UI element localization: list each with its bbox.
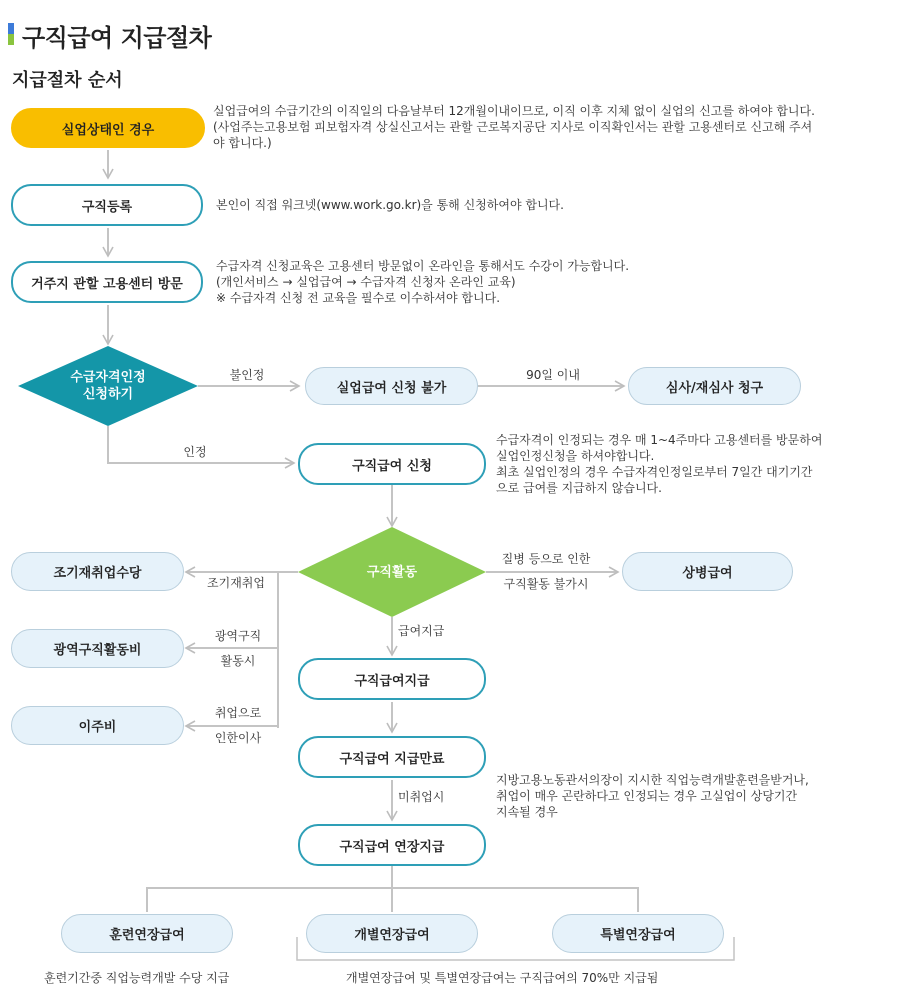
label-relocation-line1: 취업으로 xyxy=(214,706,262,720)
node-early-reemployment: 조기재취업수당 xyxy=(11,552,184,591)
node-extended-payment: 구직급여 연장지급 xyxy=(298,824,486,866)
node-unemployed: 실업상태인 경우 xyxy=(11,108,205,148)
label-within-90-days: 90일 이내 xyxy=(526,368,580,382)
desc-job-registration xyxy=(216,197,564,213)
section-subtitle: 지급절차 순서 xyxy=(12,70,123,91)
desc-unemployed-line: 실업급여의 수급기간의 이직일의 다음날부터 12개월이내이므로, 이직 이후 지체 없이 실업의 신고를 하여야 합니다. xyxy=(213,104,815,118)
eligibility-label-line1: 수급자격인정 xyxy=(70,370,146,385)
desc-benefit-end-line: 취업이 매우 곤란하다고 인정되는 경우 고실업이 상당기간 xyxy=(496,789,798,803)
label-not-employed: 미취업시 xyxy=(398,790,445,804)
desc-unemployed-line: 야 합니다.) xyxy=(213,136,272,150)
node-sickness-benefit: 상병급여 xyxy=(622,552,793,591)
desc-job-registration-line: 본인이 직접 워크넷(www.work.go.kr)을 통해 신청하여야 합니다. xyxy=(216,198,564,212)
job-search-diamond-label: 구직활동 xyxy=(366,564,418,580)
desc-unemployed-line: (사업주는고용보험 피보험자격 상실신고서는 관할 근로복지공단 지사로 이직확인서는 관할 고용센터로 신고해 주셔 xyxy=(213,120,813,134)
node-special-extension: 특별연장급여 xyxy=(552,914,724,953)
desc-benefit-end-line: 지방고용노동관서의장이 지시한 직업능력개발훈련을받거나, xyxy=(496,773,809,787)
desc-benefit-application xyxy=(496,432,822,496)
eligibility-diamond-label xyxy=(28,368,188,404)
desc-center-visit xyxy=(216,258,629,306)
desc-benefit-application-line: 최초 실업인정의 경우 수급자격인정일로부터 7일간 대기기간 xyxy=(496,465,813,479)
label-sickness-line2: 구직활동 불가시 xyxy=(503,577,589,591)
node-benefit-application: 구직급여 신청 xyxy=(298,443,486,485)
desc-benefit-application-line: 실업인정신청을 하셔야합니다. xyxy=(496,449,655,463)
label-relocation-line2: 인한이사 xyxy=(214,731,262,745)
desc-center-visit-line: (개인서비스 → 실업급여 → 수급자격 신청자 온라인 교육) xyxy=(216,275,516,289)
label-early-reemployment: 조기재취업 xyxy=(207,576,265,590)
page-title: 구직급여 지급절차 xyxy=(22,24,212,52)
node-center-visit: 거주지 관할 고용센터 방문 xyxy=(11,261,203,303)
desc-center-visit-line: ※ 수급자격 신청 전 교육을 필수로 이수하셔야 합니다. xyxy=(216,291,501,305)
desc-benefit-application-line: 수급자격이 인정되는 경우 매 1~4주마다 고용센터를 방문하여 xyxy=(496,433,823,447)
node-benefit-payment: 구직급여지급 xyxy=(298,658,486,700)
node-not-eligible: 실업급여 신청 불가 xyxy=(305,367,478,405)
node-job-registration: 구직등록 xyxy=(11,184,203,226)
label-not-recognized: 불인정 xyxy=(229,368,265,382)
desc-benefit-application-line: 으로 급여를 지급하지 않습니다. xyxy=(496,481,662,495)
desc-training-extension: 훈련기간중 직업능력개발 수당 지급 xyxy=(44,971,230,985)
label-benefit-payment: 급여지급 xyxy=(398,624,445,638)
desc-individual-special-extension: 개별연장급여 및 특별연장급여는 구직급여의 70%만 지급됨 xyxy=(346,971,659,985)
node-training-extension: 훈련연장급여 xyxy=(61,914,233,953)
node-benefit-end: 구직급여 지급만료 xyxy=(298,736,486,778)
node-individual-extension: 개별연장급여 xyxy=(306,914,478,953)
label-wide-area-line2: 활동시 xyxy=(220,654,256,668)
desc-unemployed xyxy=(213,103,815,151)
label-wide-area-line1: 광역구직 xyxy=(214,629,262,643)
label-recognized: 인정 xyxy=(183,445,207,459)
desc-benefit-end xyxy=(496,772,809,820)
node-appeal: 심사/재심사 청구 xyxy=(628,367,801,405)
eligibility-label-line2: 신청하기 xyxy=(82,387,134,402)
node-relocation: 이주비 xyxy=(11,706,184,745)
node-wide-area-job-search: 광역구직활동비 xyxy=(11,629,184,668)
label-sickness-line1: 질병 등으로 인한 xyxy=(501,552,591,566)
desc-benefit-end-line: 지속될 경우 xyxy=(496,805,558,819)
desc-center-visit-line: 수급자격 신청교육은 고용센터 방문없이 온라인을 통해서도 수강이 가능합니다. xyxy=(216,259,630,273)
